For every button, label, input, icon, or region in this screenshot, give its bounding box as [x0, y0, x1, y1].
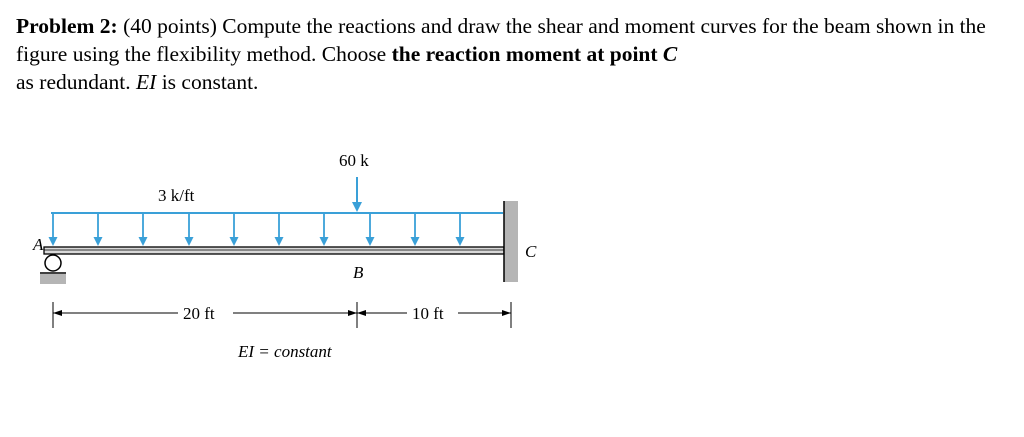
distributed-load-arrowhead	[320, 237, 329, 246]
dim-left-label: 20 ft	[183, 304, 215, 323]
distributed-load-arrowhead	[230, 237, 239, 246]
problem-text-1: Compute the reactions and draw the shear and moment curves for the beam shown in the figure using the flexibility method. Choose	[16, 14, 986, 66]
point-load-label: 60 k	[339, 151, 369, 170]
distributed-load-arrowhead	[275, 237, 284, 246]
problem-emphasis-var: C	[662, 42, 678, 66]
point-c-label: C	[525, 242, 537, 261]
distributed-load-arrowhead	[411, 237, 420, 246]
problem-points: (40 points)	[123, 14, 217, 38]
distributed-load-arrowhead	[366, 237, 375, 246]
beam	[44, 247, 504, 254]
distributed-load-arrowhead	[49, 237, 58, 246]
distributed-load-arrowhead	[456, 237, 465, 246]
distributed-load-label: 3 k/ft	[158, 186, 195, 205]
dim-right-label: 10 ft	[412, 304, 444, 323]
fixed-support-c	[504, 201, 518, 282]
distributed-load-arrowhead	[185, 237, 194, 246]
point-a-label: A	[33, 235, 44, 254]
problem-label: Problem 2:	[16, 14, 118, 38]
roller-support-a	[40, 255, 66, 284]
distributed-load-arrowhead	[139, 237, 148, 246]
point-b-label: B	[353, 263, 364, 282]
ei-note: EI = constant	[238, 342, 332, 361]
distributed-load-arrows	[49, 213, 465, 246]
distributed-load-arrowhead	[94, 237, 103, 246]
problem-text-2: as redundant.	[16, 70, 131, 94]
problem-emphasis: the reaction moment at point	[391, 42, 658, 66]
problem-ei-var: EI	[136, 70, 157, 94]
point-load-arrow	[352, 177, 362, 212]
problem-text-3: is constant.	[161, 70, 259, 94]
